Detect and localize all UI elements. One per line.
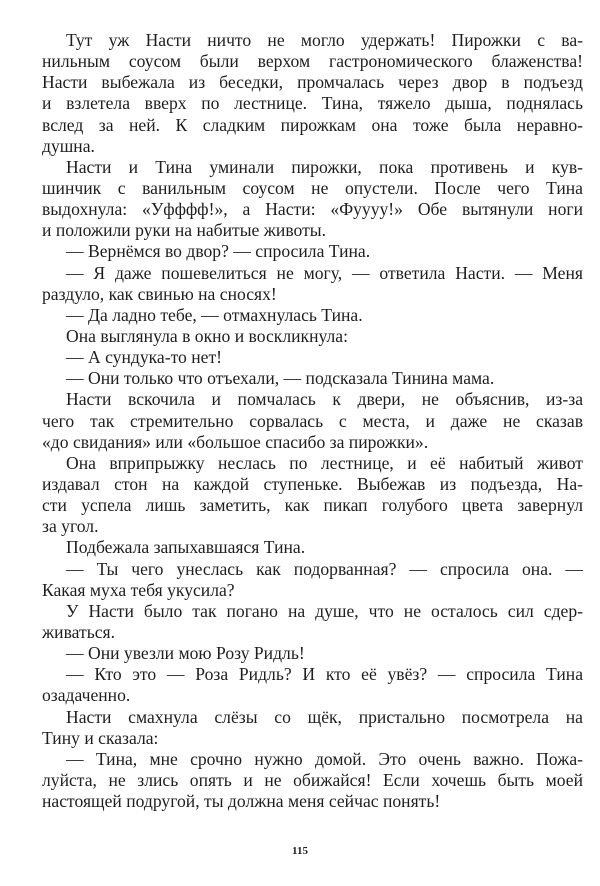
text-line: — Да ладно тебе, — отмахнулась Тина. xyxy=(66,304,363,325)
text-line: — Кто это — Роза Ридль? И кто её увёз? — спросила Тина xyxy=(66,664,583,685)
text-line: шинчик с ванильным соусом не опустели. После чего Тина xyxy=(42,177,583,198)
page-number: 115 xyxy=(292,845,308,857)
text-line: Тину и сказала: xyxy=(42,727,159,748)
text-line: душна. xyxy=(42,135,95,156)
text-line: и взлетела вверх по лестнице. Тина, тяжело дыша, поднялась xyxy=(42,93,583,114)
text-line: Насти выбежала из беседки, промчалась через двор в подъезд xyxy=(42,72,583,93)
text-line: сти успела лишь заметить, как пикап голубого цвета завернул xyxy=(42,495,583,516)
text-line: — Я даже пошевелиться не могу, — ответила Насти. — Меня xyxy=(66,262,583,283)
text-line: издавал стон на каждой ступеньке. Выбежав из подъезда, На- xyxy=(42,473,583,494)
text-line: У Насти было так погано на душе, что не осталось сил сдер- xyxy=(66,600,583,621)
text-line: — Ты чего унеслась как подорванная? — спросила она. — xyxy=(66,558,583,579)
text-line: — Вернёмся во двор? — спросила Тина. xyxy=(66,241,371,262)
text-line: за угол. xyxy=(42,516,99,537)
text-line: живаться. xyxy=(42,621,116,642)
text-line: Насти вскочила и помчалась к двери, не объяснив, из-за xyxy=(66,389,583,410)
text-line: вслед за ней. К сладким пирожкам она тоже была неравно- xyxy=(42,114,583,135)
text-line: Подбежала запыхавшаяся Тина. xyxy=(66,537,306,558)
text-line: — Они увезли мою Розу Ридль! xyxy=(66,643,305,664)
text-line: — Они только что отъехали, — подсказала Тинина мама. xyxy=(66,368,495,389)
text-line: настоящей подругой, ты должна меня сейчас понять! xyxy=(42,791,441,812)
body-text xyxy=(42,30,583,812)
text-line: Насти и Тина уминали пирожки, пока противень и кув- xyxy=(66,156,583,177)
text-line: — Тина, мне срочно нужно домой. Это очень важно. Пожа- xyxy=(66,748,583,769)
text-line: раздуло, как свинью на сносях! xyxy=(42,283,277,304)
text-line: — А сундука-то нет! xyxy=(66,347,223,368)
text-line: «до свидания» или «большое спасибо за пирожки». xyxy=(42,431,429,452)
text-line: Какая муха тебя укусила? xyxy=(42,579,235,600)
text-line: выдохнула: «Уфффф!», а Насти: «Фуууу!» Обе вытянули ноги xyxy=(42,199,583,220)
text-line: луйста, не злись опять и не обижайся! Если хочешь быть моей xyxy=(42,769,583,790)
text-line: Тут уж Насти ничто не могло удержать! Пирожки с ва- xyxy=(66,30,583,50)
text-line: Она вприпрыжку неслась по лестнице, и её набитый живот xyxy=(66,452,583,473)
text-line: и положили руки на набитые животы. xyxy=(42,220,326,241)
text-line: Насти смахнула слёзы со щёк, пристально посмотрела на xyxy=(66,706,583,727)
text-line: Она выглянула в окно и воскликнула: xyxy=(66,325,348,346)
text-line: нильным соусом были верхом гастрономического блаженства! xyxy=(42,51,583,72)
text-line: озадаченно. xyxy=(42,685,131,706)
text-line: чего так стремительно сорвалась с места, и даже не сказав xyxy=(42,410,583,431)
